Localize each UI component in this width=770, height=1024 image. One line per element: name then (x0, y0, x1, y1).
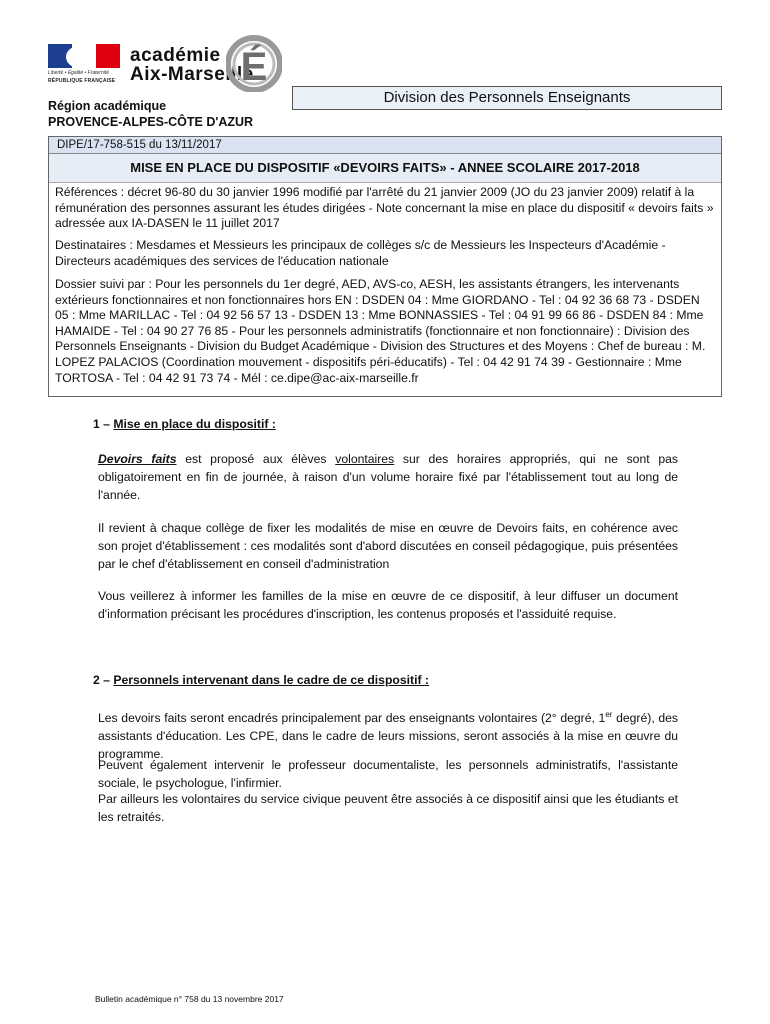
section-2-paragraph-2: Peuvent également intervenir le professeur documentaliste, les personnels administratifs, l'assistante sociale, le psychologue, l'infirmier. (98, 758, 678, 790)
section-2-heading: 2 – Personnels intervenant dans le cadre de ce dispositif : (93, 673, 429, 687)
section-1-paragraph-2: Il revient à chaque collège de fixer les modalités de mise en œuvre de Devoirs faits, en cohérence avec son projet d'établissement : ces modalités sont d'abord discutées en conseil pédagogique, puis présentées par le chef d'établissement en conseil d'administration (98, 521, 678, 571)
academy-name-line1: académie (130, 45, 221, 66)
section-1-paragraph-1: Devoirs faits est proposé aux élèves volontaires sur des horaires appropriés, qui ne sont pas obligatoirement en fin de journée, à raison d'un volume horaire fixé par l'établissement tout au long de l'année. (98, 452, 678, 502)
republic-name: RÉPUBLIQUE FRANÇAISE (48, 78, 116, 84)
republic-motto: Liberté • Égalité • Fraternité (48, 70, 110, 76)
marianne-logo (48, 44, 120, 82)
academy-e-logo (226, 24, 282, 92)
section-2-paragraph-3: Par ailleurs les volontaires du service civique peuvent être associés à ce dispositif ainsi que les étudiants et les retraités. (98, 792, 678, 824)
section-2-paragraph-1: Les devoirs faits seront encadrés principalement par des enseignants volontaires (2° degré, 1er degré), des assistants d'éducation. Les CPE, dans le cadre de leurs missions, seront associés à la mise en œuvre du programme. (98, 710, 678, 762)
logo-letter: É (240, 45, 268, 89)
section-1-paragraph-3: Vous veillerez à informer les familles de la mise en œuvre de ce dispositif, à leur diffuser un document d'information précisant les procédures d'inscription, les contenus proposés et l'assiduité requise. (98, 589, 678, 621)
region-label: Région académique (48, 99, 167, 113)
contact-persons: Dossier suivi par : Pour les personnels du 1er degré, AED, AVS-co, AESH, les assistants étrangers, les intervenants extérieurs fonctionnaires et non fonctionnaires hors EN : DSDEN 04 : Mme GIORDANO - Tel : 04 92 36 68 73 - DSDEN 05 : Mme MARILLAC - Tel : 04 92 56 57 13 - DSDEN 13 : Mme BONNASSIES - Tel : 04 91 99 66 86 - DSDEN 84 : Mme HAMAIDE - Tel : 04 90 27 76 85 - Pour les personnels administratifs (fonctionnaire et non fonctionnaire) : Division des Personnels Enseignants - Division du Budget Académique - Division des Structures et des Moyens : Chef de bureau : M. LOPEZ PALACIOS (Coordination mouvement - dispositifs péri-éducatifs) - Tel : 04 42 91 74 39 - Gestionnaire : Mme TORTOSA - Tel : 04 42 91 73 74 - Mél : ce.dipe@ac-aix-marseille.fr (55, 277, 706, 385)
page-footer: Bulletin académique n° 758 du 13 novembre 2017 (95, 994, 284, 1004)
section-1-heading: 1 – Mise en place du dispositif : (93, 417, 276, 431)
division-title: Division des Personnels Enseignants (292, 86, 722, 110)
reference-box (48, 136, 722, 397)
document-subject: MISE EN PLACE DU DISPOSITIF «DEVOIRS FAITS» - ANNEE SCOLAIRE 2017-2018 (49, 154, 721, 183)
reference-number: DIPE/17-758-515 du 13/11/2017 (57, 139, 222, 151)
region-name: PROVENCE-ALPES-CÔTE D'AZUR (48, 115, 254, 129)
reference-number-bar (49, 137, 721, 154)
recipients: Destinataires : Mesdames et Messieurs les principaux de collèges s/c de Messieurs les Inspecteurs d'Académie - Directeurs académiques des services de l'éducation nationale (55, 238, 666, 268)
academy-name-line2: Aix-Marseille (130, 64, 254, 85)
legal-references: Références : décret 96-80 du 30 janvier 1996 modifié par l'arrêté du 21 janvier 2009 (JO du 23 janvier 2009) relatif à la rémunération des personnes assurant les études dirigées - Note concernant la mise en place du dispositif « devoirs faits » adressée aux IA-DASEN le 11 juillet 2017 (55, 185, 714, 230)
